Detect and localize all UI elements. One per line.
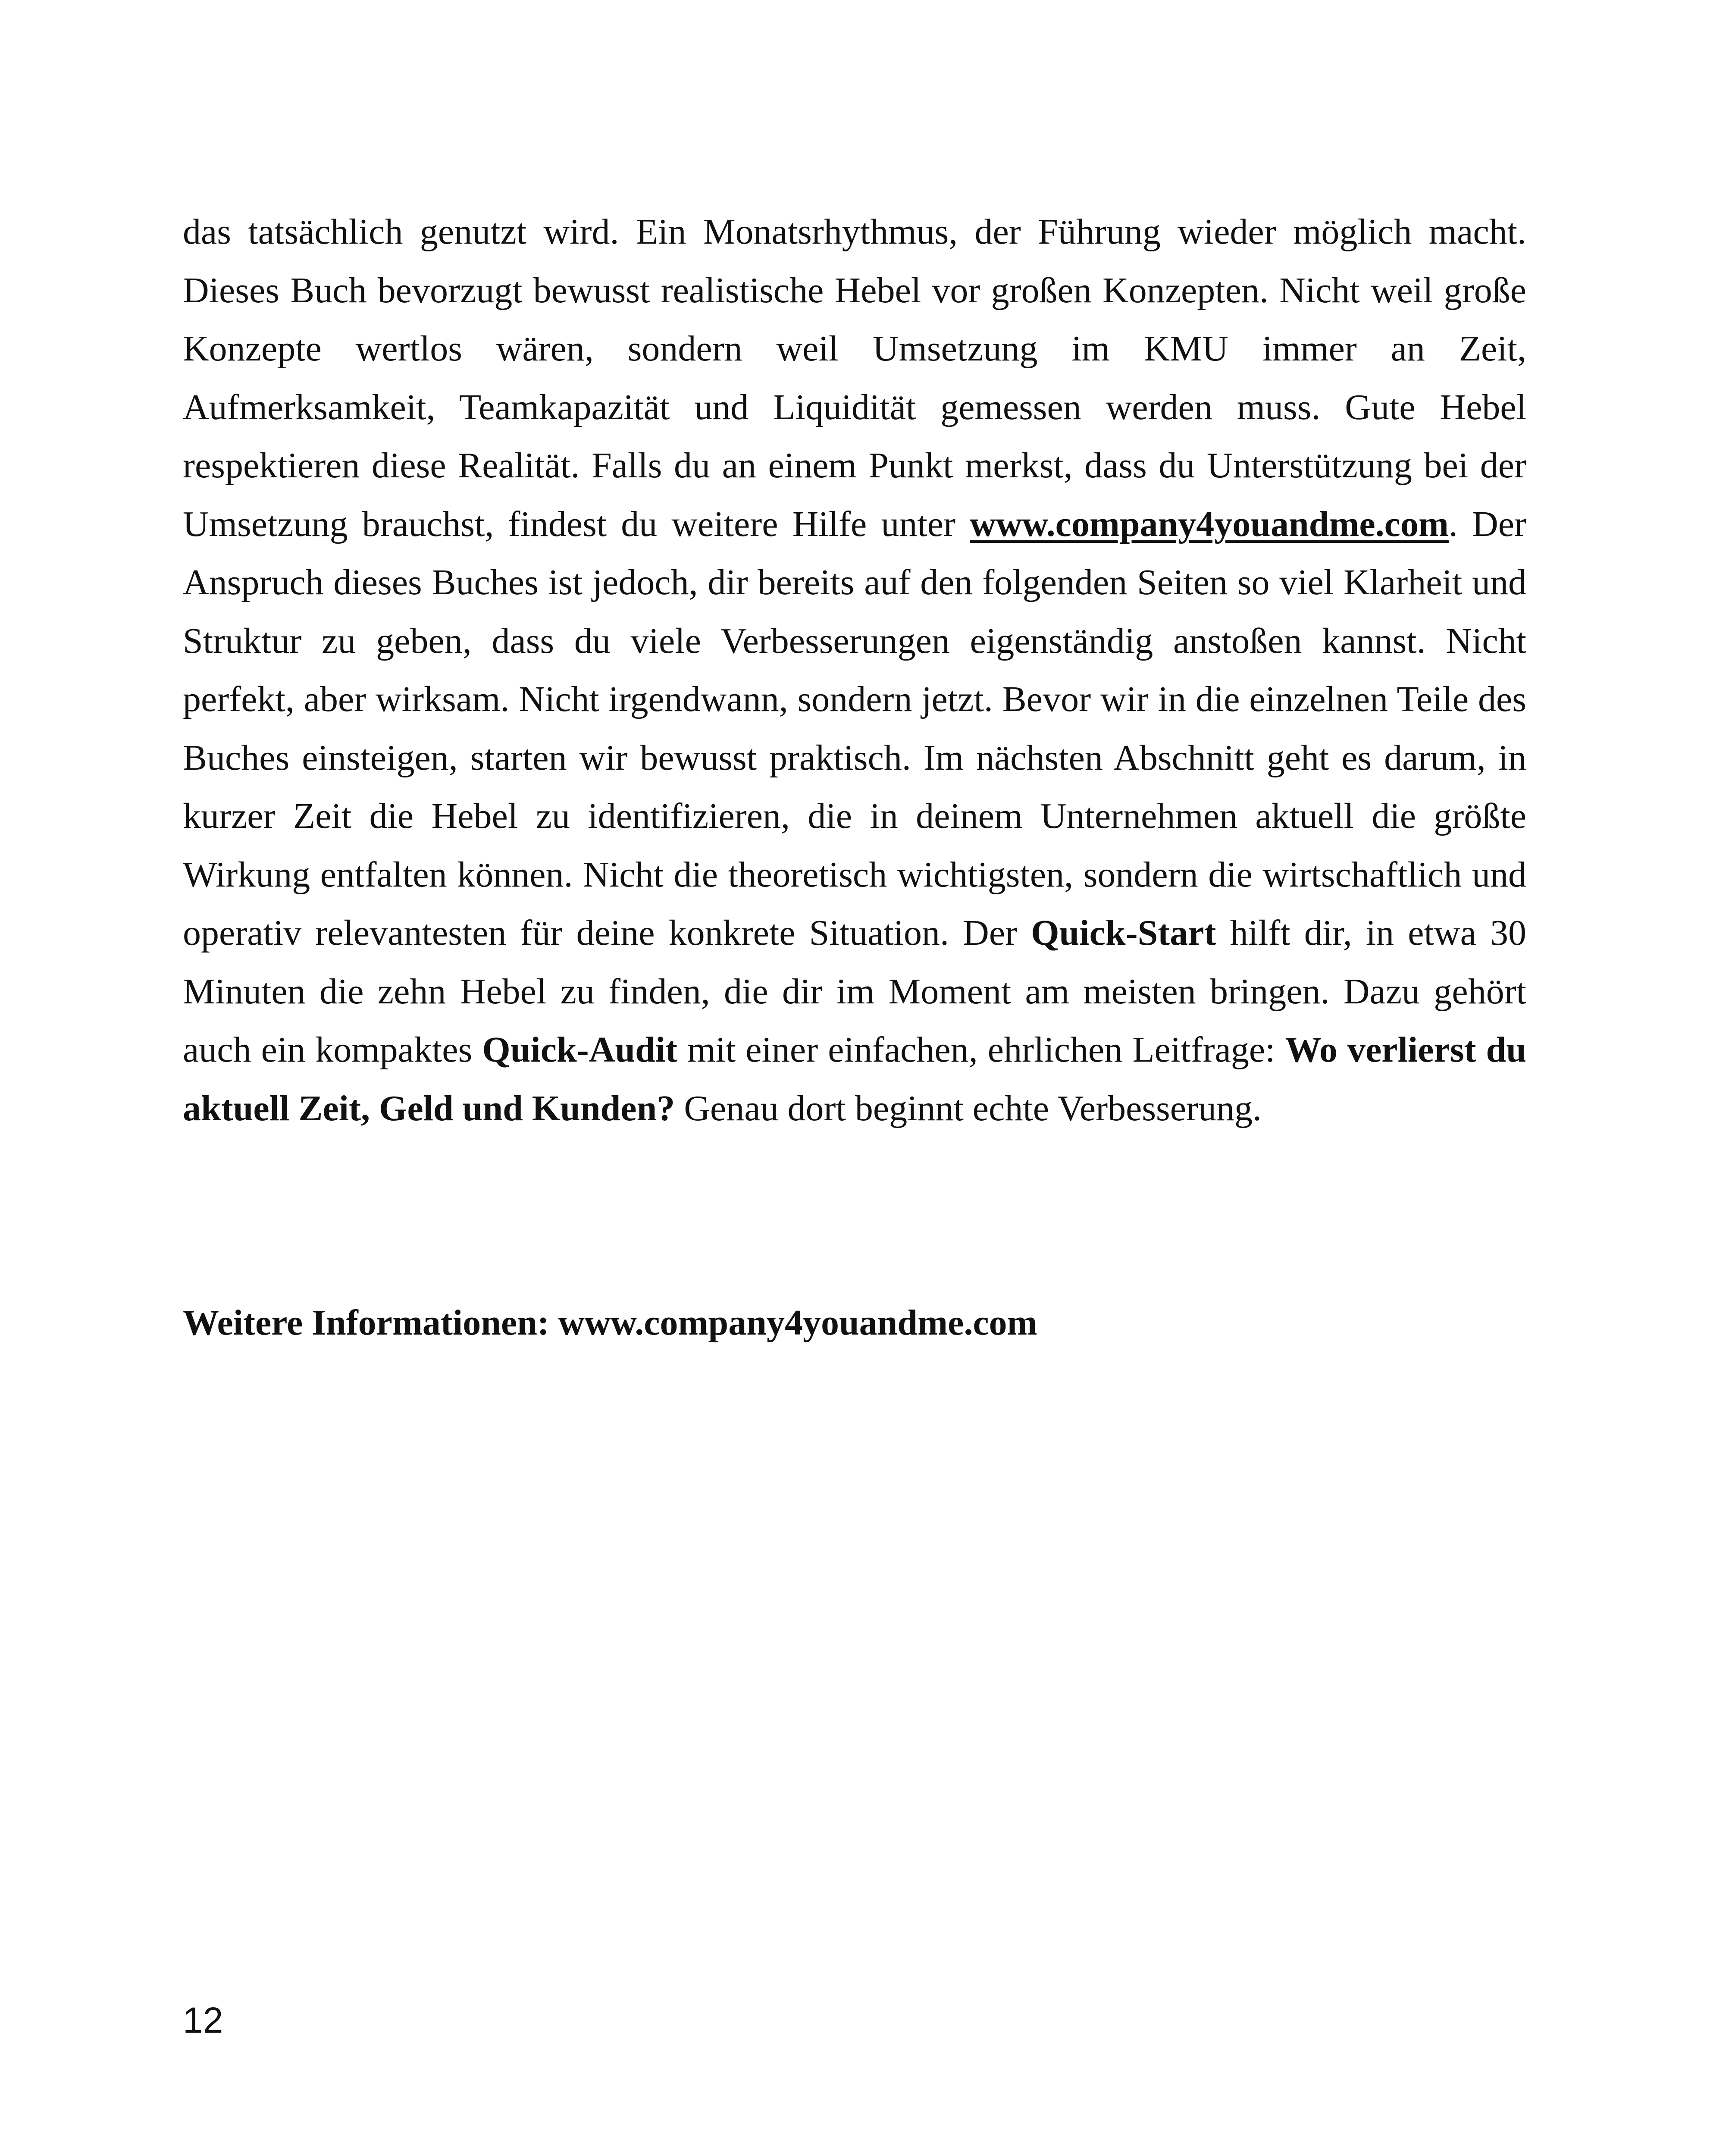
page-number: 12 <box>183 2000 223 2040</box>
body-paragraph <box>183 203 1526 1138</box>
guiding-question: Wo verlierst du aktuell Zeit, Geld und Kunden? <box>183 1030 1526 1128</box>
more-info-line: Weitere Informationen: www.company4youandme.com <box>183 1303 1037 1343</box>
paragraph-text-5: Genau dort beginnt echte Verbesserung. <box>675 1088 1262 1128</box>
paragraph-text-2: . Der Anspruch dieses Buches ist jedoch, dir bereits auf den folgenden Seiten so viel Klarheit und Struktur zu geben, dass du viele Verbesserungen eigenständig anstoßen kannst. Nicht perfekt, aber wirksam. Nicht irgendwann, sondern jetzt. Bevor wir in die einzelnen Teile des Buches einsteigen, starten wir bewusst praktisch. Im nächsten Abschnitt geht es darum, in kurzer Zeit die Hebel zu identifizieren, die in deinem Unternehmen aktuell die größte Wirkung entfalten können. Nicht die theoretisch wichtigsten, sondern die wirtschaftlich und operativ relevantesten für deine konkrete Situation. Der <box>183 504 1526 953</box>
paragraph-text-4: mit einer einfachen, ehrlichen Leitfrage: <box>677 1030 1285 1070</box>
paragraph-text-1: das tatsächlich genutzt wird. Ein Monatsrhythmus, der Führung wieder möglich macht. Dieses Buch bevorzugt bewusst realistische Hebel vor großen Konzepten. Nicht weil große Konzepte wertlos wären, sondern weil Umsetzung im KMU immer an Zeit, Aufmerksamkeit, Teamkapazität und Liquidität gemessen werden muss. Gute Hebel respektieren diese Realität. Falls du an einem Punkt merkst, dass du Unterstützung bei der Umsetzung brauchst, findest du weitere Hilfe unter <box>183 212 1526 544</box>
quick-audit-term: Quick-Audit <box>482 1030 678 1070</box>
quick-start-term: Quick-Start <box>1031 913 1216 953</box>
paragraph-text-3: hilft dir, in etwa 30 Minuten die zehn Hebel zu finden, die dir im Moment am meisten bringen. Dazu gehört auch ein kompaktes <box>183 913 1526 1070</box>
company-website-link[interactable]: www.company4youandme.com <box>970 504 1449 544</box>
